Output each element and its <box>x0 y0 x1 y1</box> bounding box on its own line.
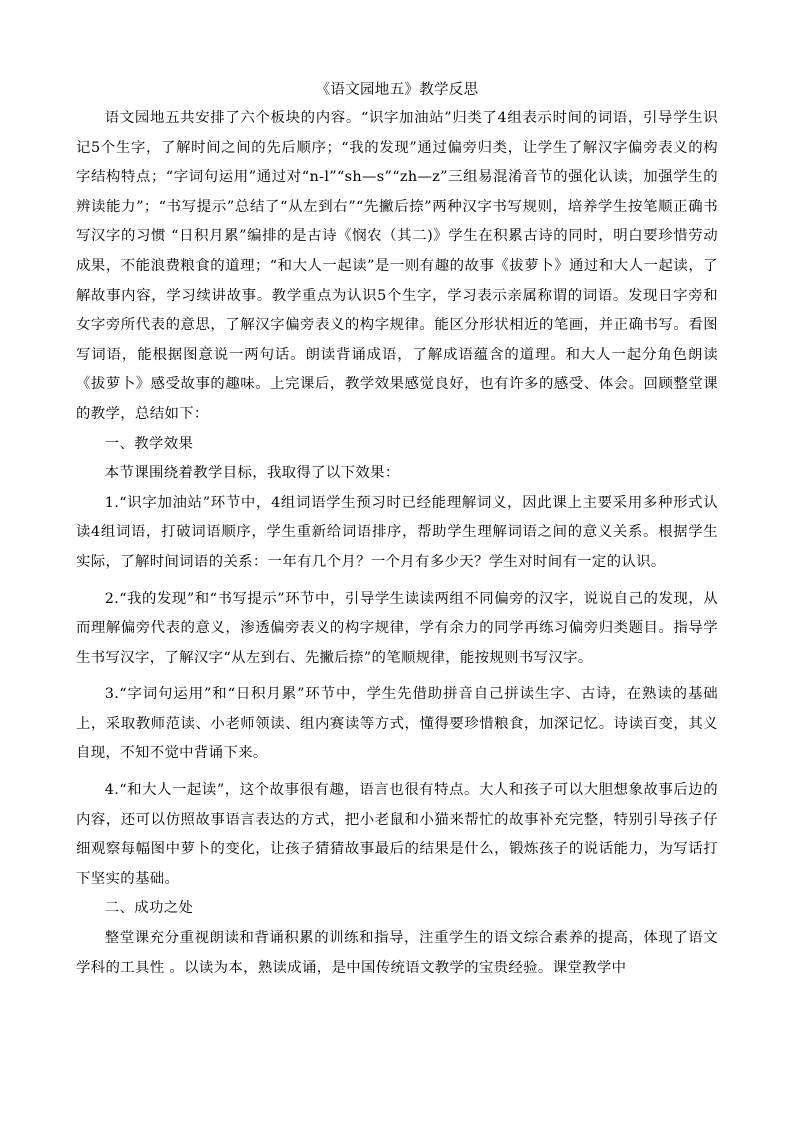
section-lead-paragraph: 本节课围绕着教学目标，我取得了以下效果： <box>104 465 400 482</box>
intro-paragraph: 语文园地五共安排了六个板块的内容。“识字加油站”归类了4组表示时间的词语，引导学生识记5个生字，了解时间之间的先后顺序；“我的发现”通过偏旁归类，让学生了解汉字偏旁表义的构字结构特点；“字词句运用”通过对“n-l”“sh—s”“zh—z”三组易混淆音节的强化认读，加强学生的辨读能力”；“书写提示”总结了“从左到右”“先撇后捺”两种汉字书写规则，培养学生按笔顺正确书写汉字的习惯 “日积月累”编排的是古诗《悯农（其二)》学生在积累古诗的同时，明白要珍惜劳动成果，不能浪费粮食的道理；“和大人一起读”是一则有趣的故事《拔萝卜》通过和大人一起读，了解故事内容，学习续讲故事。教学重点为认识5个生字，学习表示亲属称谓的词语。发现日字旁和女字旁所代表的意思，了解汉字偏旁表义的构字规律。能区分形状相近的笔画，并正确书写。看图写词语，能根据图意说一两句话。朗读背诵成语，了解成语蕴含的道理。和大人一起分角色朗读《拔萝卜》感受故事的趣味。上完课后，教学效果感觉良好，也有许多的感受、体会。回顾整堂课的教学，总结如下： <box>76 110 718 422</box>
effect-item-4: 4.“和大人一起读”，这个故事很有趣，语言也很有特点。大人和孩子可以大胆想象故事后边的内容，还可以仿照故事语言表达的方式，把小老鼠和小猫来帮忙的故事补充完整，特别引导孩子仔细观察每幅图中萝卜的变化，让孩子猜猜故事最后的结果是什么，锻炼孩子的说话能力，为写话打下坚实的基础。 <box>76 782 718 887</box>
effect-item-1: 1.“识字加油站”环节中，4组词语学生预习时已经能理解词义，因此课上主要采用多种形式认读4组词语，打破词语顺序，学生重新给词语排序，帮助学生理解词语之间的意义关系。根据学生实际，了解时间词语的关系：一年有几个月？一个月有多少天？学生对时间有一定的认识。 <box>76 494 718 570</box>
effect-item-3: 3.“字词句运用”和“日积月累”环节中，学生先借助拼音自己拼读生字、古诗，在熟读的基础上，采取教师范读、小老师领读、组内赛读等方式，懂得要珍惜粮食，加深记忆。诗读百变，其义自现，不知不觉中背诵下来。 <box>76 686 718 762</box>
successes-paragraph: 整堂课充分重视朗读和背诵积累的训练和指导，注重学生的语文综合素养的提高，体现了语文学科的工具性 。以读为本，熟读成诵，是中国传统语文教学的宝贵经验。课堂教学中 <box>76 930 718 976</box>
section-heading-successes: 二、成功之处 <box>104 900 194 917</box>
section-heading-teaching-effects: 一、教学效果 <box>104 435 194 452</box>
document-body <box>76 80 718 983</box>
effect-item-2: 2.“我的发现”和“书写提示”环节中，引导学生读读两组不同偏旁的汉字，说说自己的发现，从而理解偏旁代表的意义，渗透偏旁表义的构字规律，学有余力的同学再练习偏旁归类题目。指导学生书写汉字，了解汉字“从左到右、先撇后捺”的笔顺规律，能按规则书写汉字。 <box>76 590 718 666</box>
page-title: 《语文园地五》教学反思 <box>315 82 479 98</box>
